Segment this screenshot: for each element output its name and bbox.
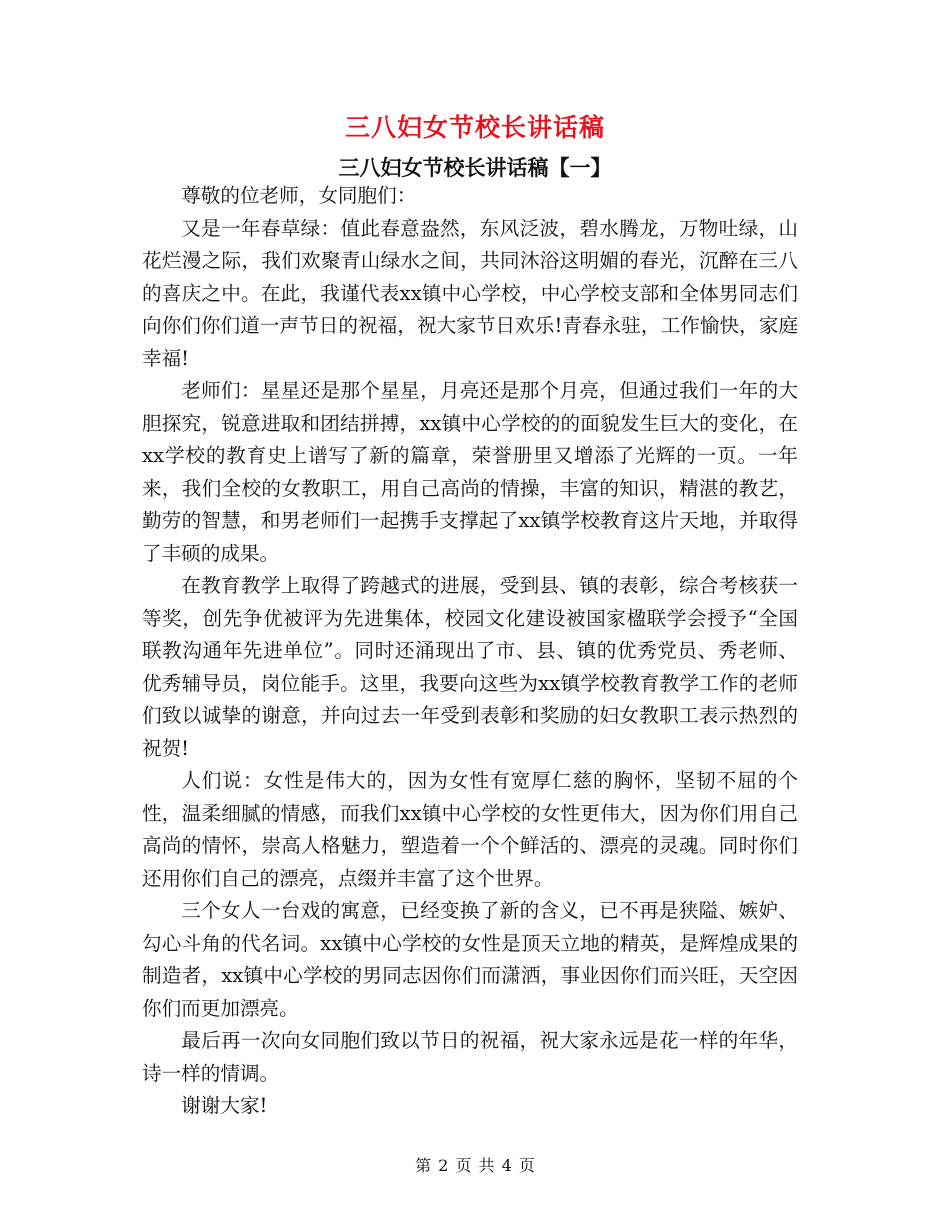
body-paragraph: 人们说：女性是伟大的，因为女性有宽厚仁慈的胸怀，坚韧不屈的个性，温柔细腻的情感，而我们xx镇中心学校的女性更伟大，因为你们用自己高尚的情怀，崇高人格魅力，塑造着一个个鲜活的、漂亮的灵魂。同时你们还用你们自己的漂亮，点缀并丰富了这个世界。 [142,769,798,890]
document-title: 三八妇女节校长讲话稿 [344,113,605,142]
body-paragraph: 三个女人一台戏的寓意，已经变换了新的含义，已不再是狭隘、嫉妒、勾心斗角的代名词。xx镇中心学校的女性是顶天立地的精英，是辉煌成果的制造者，xx镇中心学校的男同志因你们而潇洒，事业因你们而兴旺，天空因你们而更加漂亮。 [142,899,798,1020]
document-body [142,180,798,1123]
salutation-paragraph: 尊敬的位老师，女同胞们： [181,184,417,207]
section-title: 三八妇女节校长讲话稿【一】 [338,155,612,180]
page-number-footer: 第 2 页 共 4 页 [415,1156,535,1175]
body-paragraph: 又是一年春草绿：值此春意盎然，东风泛波，碧水腾龙，万物吐绿，山花烂漫之际，我们欢聚青山绿水之间，共同沐浴这明媚的春光，沉醉在三八的喜庆之中。在此，我谨代表xx镇中心学校，中心学校支部和全体男同志们向你们你们道一声节日的祝福，祝大家节日欢乐!青春永驻，工作愉快，家庭幸福! [142,216,798,370]
body-paragraph: 在教育教学上取得了跨越式的进展，受到县、镇的表彰，综合考核获一等奖，创先争优被评为先进集体，校园文化建设被国家楹联学会授予“全国联教沟通年先进单位”。同时还涌现出了市、县、镇的优秀党员、秀老师、优秀辅导员，岗位能手。这里，我要向这些为xx镇学校教育教学工作的老师们致以诚挚的谢意，并向过去一年受到表彰和奖励的妇女教职工表示热烈的祝贺! [142,574,798,760]
body-paragraph: 老师们：星星还是那个星星，月亮还是那个月亮，但通过我们一年的大胆探究，锐意进取和团结拼搏，xx镇中心学校的的面貌发生巨大的变化，在xx学校的教育史上谱写了新的篇章，荣誉册里又增添了光辉的一页。一年来，我们全校的女教职工，用自己高尚的情操，丰富的知识，精湛的教艺，勤劳的智慧，和男老师们一起携手支撑起了xx镇学校教育这片天地，并取得了丰硕的成果。 [142,379,798,565]
body-paragraph: 最后再一次向女同胞们致以节日的祝福，祝大家永远是花一样的年华，诗一样的情调。 [142,1029,798,1085]
closing-paragraph: 谢谢大家! [181,1094,268,1117]
